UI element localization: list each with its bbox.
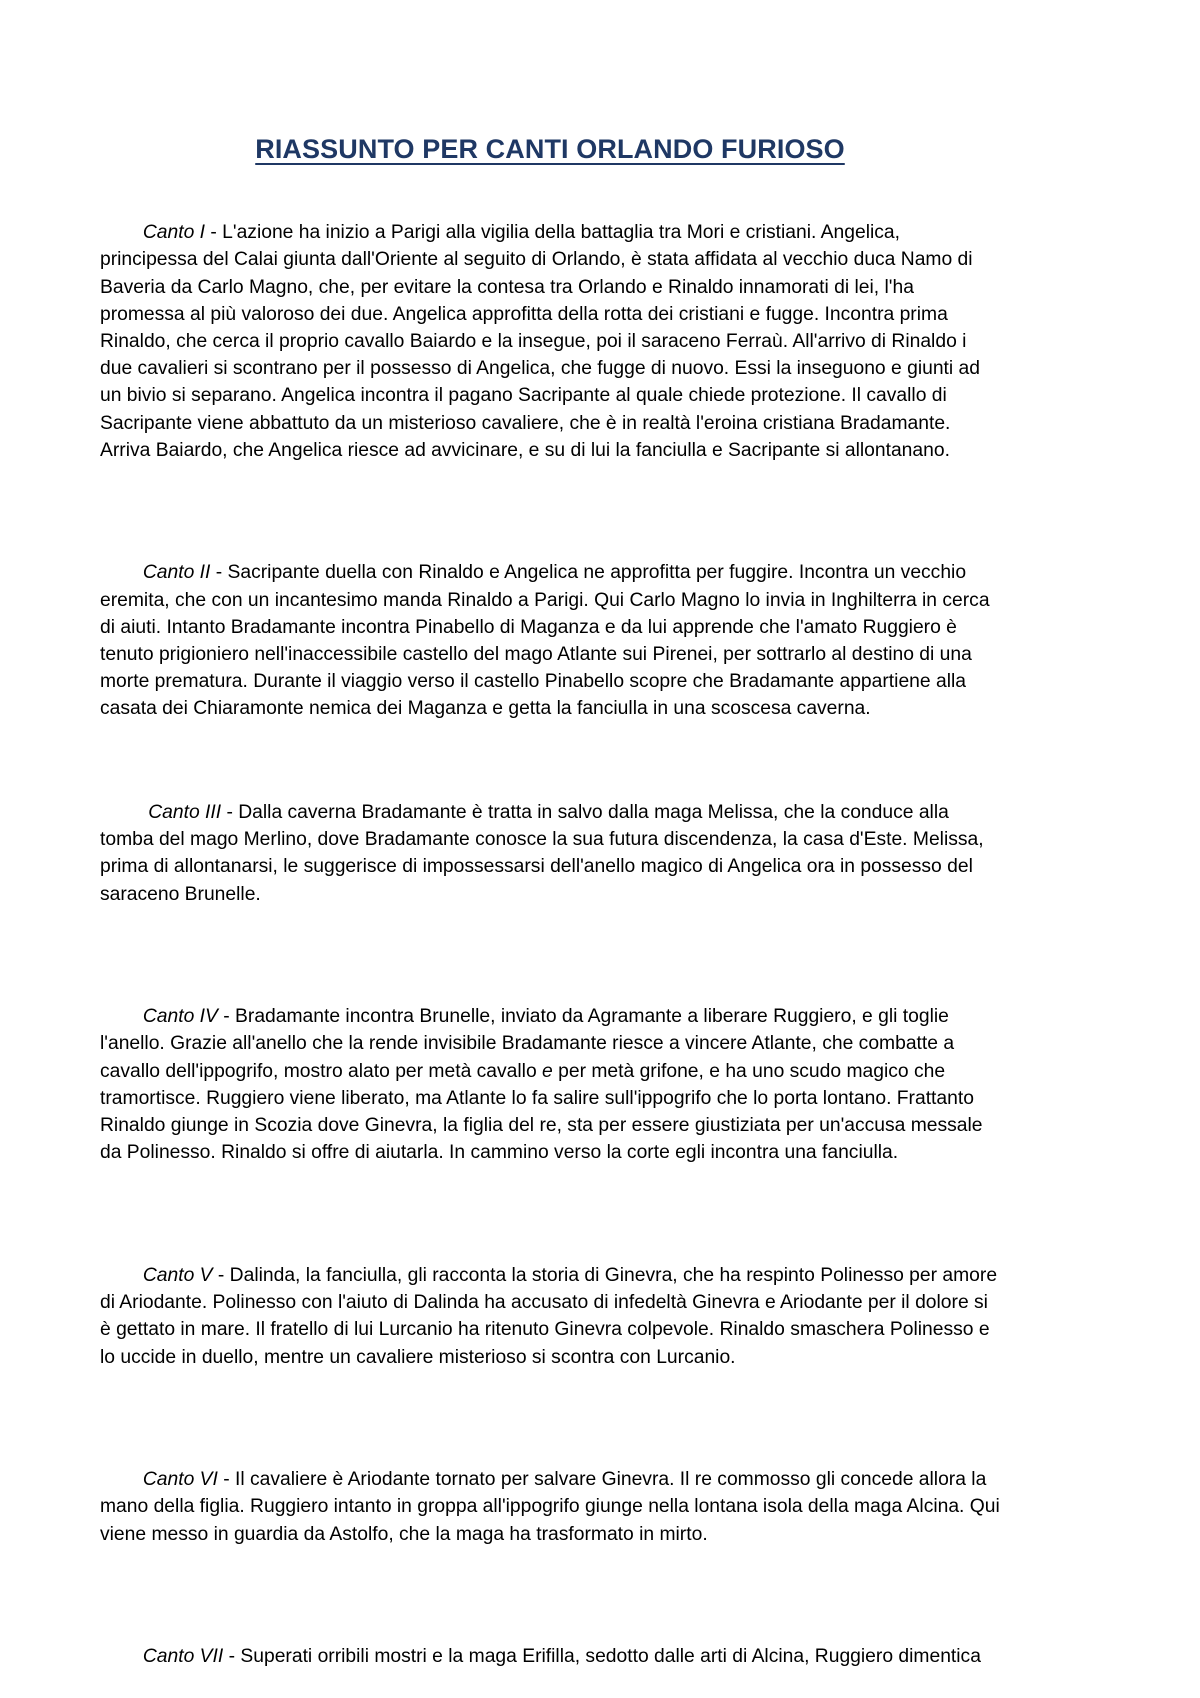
canto-label-4: Canto IV [142,1006,218,1028]
canto-label-5: Canto V [142,1264,213,1286]
paragraph-gap [100,957,1000,976]
paragraph-canto-7 [100,1616,1000,1698]
canto-separator-7: - [223,1646,241,1668]
canto-text-7: Superati orribili mostri e la maga Erifilla, sedotto dalle arti di Alcina, Ruggiero dimentica [240,1646,981,1668]
canto-separator-5: - [212,1264,230,1286]
canto-label-1: Canto I [142,222,206,244]
page-title: RIASSUNTO PER CANTI ORLANDO FURIOSO [255,134,845,164]
canto-separator-6: - [217,1469,236,1491]
paragraph-canto-2 [100,532,1000,750]
document-body [100,192,1006,1698]
canto-text-6: Il cavaliere è Ariodante tornato per salvare Ginevra. Il re commosso gli concede allora la mano della figlia. Ruggiero intanto in groppa all'ippogrifo giunge nella lontana isola della maga Alcina. Qui viene messo in guardia da Astolfo, che la maga ha trasformato in mirto. [100,1469,1006,1545]
canto-text-1: L'azione ha inizio a Parigi alla vigilia della battaglia tra Mori e cristiani. Angelica, principessa del Calai giunta dall'Oriente al seguito di Orlando, è stata affidata al vecchio duca Namo di Baveria da Carlo Magno, che, per evitare la contesa tra Orlando e Rinaldo innamorati di lei, l'ha promessa al più valoroso dei due. Angelica approfitta della rotta dei cristiani e fugge. Incontra prima Rinaldo, che cerca il proprio cavallo Baiardo e la insegue, poi il saraceno Ferraù. All'arrivo di Rinaldo i due cavalieri si scontrano per il possesso di Angelica, che fugge di nuovo. Essi la inseguono e giunti ad un bivio si separano. Angelica incontra il pagano Sacripante al quale chiede protezione. Il cavallo di Sacripante viene abbattuto da un misterioso cavaliere, che è in realtà l'eroina cristiana Bradamante. Arriva Baiardo, che Angelica riesce ad avvicinare, e su di lui la fanciulla e Sacripante si allontanano. [100,222,986,461]
canto-text-4a: Bradamante incontra Brunelle, inviato da Agramante a liberare Ruggiero, e gli toglie l'anello. Grazie all'anello che la rende invisibile Bradamante riesce a vincere Atlante, che combatte a cavallo dell'ippogrifo, mostro alato per metà cavallo [100,1006,960,1082]
paragraph-canto-6 [100,1439,1006,1575]
paragraph-canto-4 [100,976,1000,1194]
canto-label-7: Canto VII [142,1646,224,1668]
canto-text-2: Sacripante duella con Rinaldo e Angelica ne approfitta per fuggire. Incontra un vecchio eremita, che con un incantesimo manda Rinaldo a Parigi. Qui Carlo Magno lo invia in Inghilterra in cerca di aiuti. Intanto Bradamante incontra Pinabello di Maganza e da lui apprende che l'amato Ruggiero è tenuto prigioniero nell'inaccessibile castello del mago Atlante sui Pirenei, per sottrarlo al destino di una morte prematura. Durante il viaggio verso il castello Pinabello scopre che Bradamante appartiene alla casata dei Chiaramonte nemica dei Maganza e getta la fanciulla in una scoscesa caverna. [100,562,995,720]
canto-label-2: Canto II [142,562,211,584]
canto-text-5: Dalinda, la fanciulla, gli racconta la storia di Ginevra, che ha respinto Polinesso per amore di Ariodante. Polinesso con l'aiuto di Dalinda ha accusato di infedeltà Ginevra e Ariodante per il dolore si è gettato in mare. Il fratello di lui Lurcanio ha ritenuto Ginevra colpevole. Rinaldo smaschera Polinesso e lo uccide in duello, mentre un cavaliere misterioso si scontra con Lurcanio. [100,1264,1003,1368]
canto-separator-4: - [217,1006,236,1028]
canto-text-4b: per metà grifone, e ha uno scudo magico che tramortisce. Ruggiero viene liberato, ma Atlante lo fa salire sull'ippogrifo che lo porta lontano. Frattanto Rinaldo giunge in Scozia dove Ginevra, la figlia del re, sta per essere giustiziata per un'accusa messale da Polinesso. Rinaldo si offre di aiutarla. In cammino verso la corte egli incontra una fanciulla. [100,1060,988,1164]
canto-label-6: Canto VI [142,1469,218,1491]
canto-separator-1: - [205,222,223,244]
paragraph-canto-3 [100,772,1000,935]
canto-text-3: Dalla caverna Bradamante è tratta in salvo dalla maga Melissa, che la conduce alla tomba del mago Merlino, dove Bradamante conosce la sua futura discendenza, la casa d'Este. Melissa, prima di allontanarsi, le suggerisce di impossessarsi dell'anello magico di Angelica ora in possesso del saraceno Brunelle. [100,802,989,905]
canto-label-3: Canto III [148,802,222,824]
paragraph-gap [100,513,1000,532]
paragraph-canto-5 [100,1235,1003,1398]
paragraph-gap [100,1216,1000,1235]
paragraph-canto-1 [100,192,1000,491]
paragraph-gap [100,1597,1000,1616]
canto-text-4-italic-word: e [542,1060,553,1082]
canto-separator-2: - [210,562,228,584]
canto-separator-3: - [221,802,239,824]
paragraph-gap [100,1420,1000,1439]
